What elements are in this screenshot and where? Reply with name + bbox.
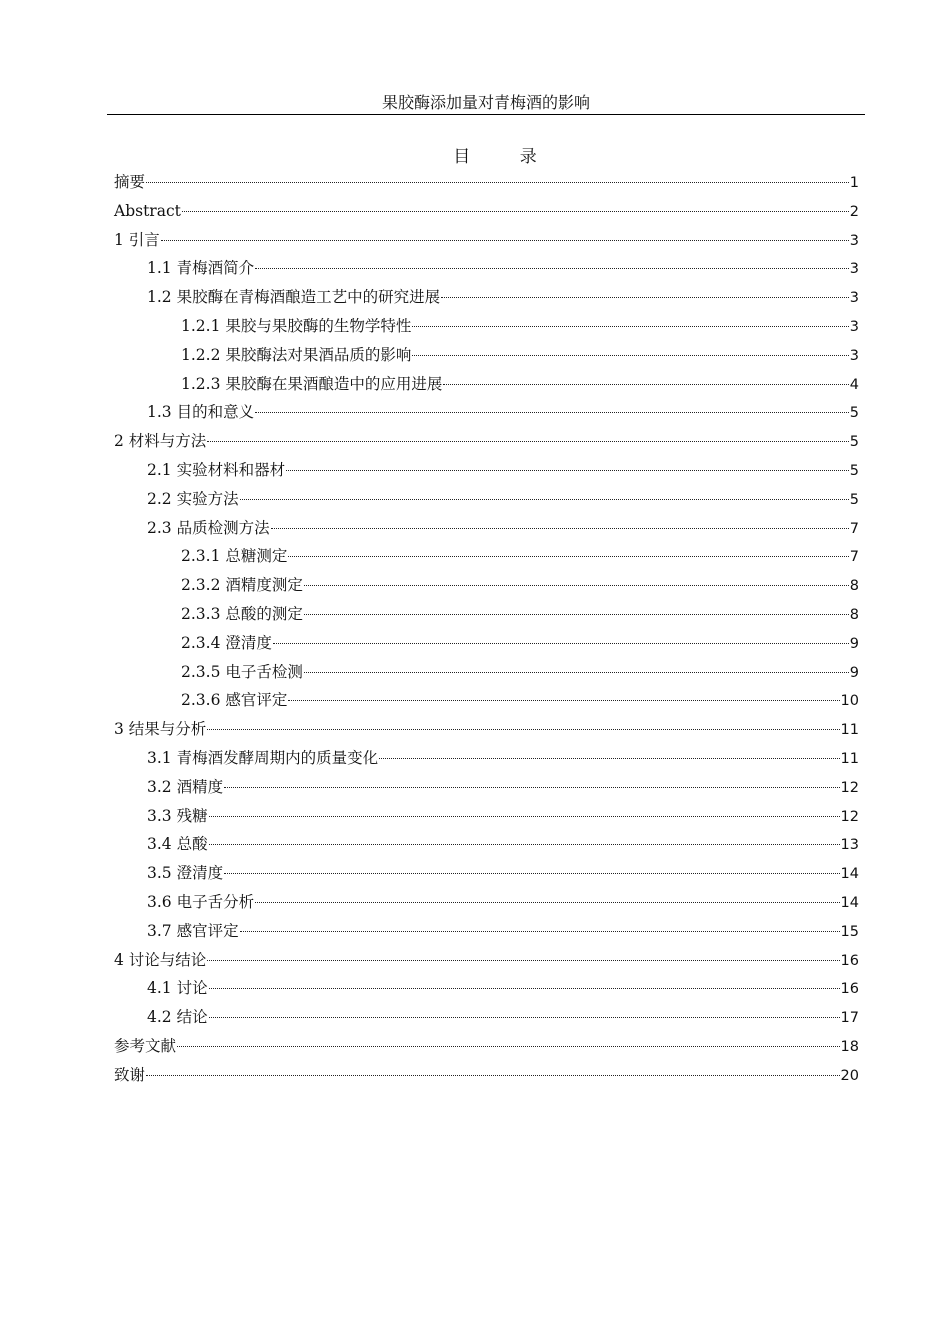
toc-entry-label: 2.3.3 总酸的测定: [181, 604, 303, 623]
dot-leader: [224, 786, 839, 788]
toc-entry-label: 4.2 结论: [147, 1008, 208, 1027]
toc-entry-label: 3.6 电子舌分析: [147, 892, 255, 911]
toc-entry-page-number: 1: [849, 175, 859, 191]
toc-entry-label: 2.2 实验方法: [147, 489, 239, 508]
toc-entry-label: 3.1 青梅酒发酵周期内的质量变化: [147, 748, 379, 767]
dot-leader: [177, 1045, 840, 1047]
dot-leader: [379, 757, 839, 759]
toc-entry[interactable]: [114, 859, 859, 888]
toc-entry-label: 4 讨论与结论: [114, 950, 207, 969]
toc-entry-page-number: 5: [849, 491, 859, 508]
toc-entry-page-number: 12: [840, 808, 859, 825]
toc-entry-page-number: 10: [840, 693, 859, 710]
toc-entry[interactable]: [114, 946, 859, 975]
toc-entry-label: 2.3.2 酒精度测定: [181, 576, 303, 595]
toc-entry-page-number: 3: [849, 290, 859, 307]
dot-leader: [412, 354, 848, 356]
toc-entry-page-number: 16: [840, 952, 859, 969]
toc-entry-page-number: 2: [849, 203, 859, 220]
toc-entry-page-number: 9: [849, 635, 859, 652]
toc-entry-label: 3 结果与分析: [114, 720, 207, 739]
dot-leader: [288, 555, 848, 557]
dot-leader: [182, 210, 849, 212]
toc-entry-page-number: 7: [849, 549, 859, 566]
dot-leader: [146, 1074, 840, 1076]
dot-leader: [207, 440, 848, 442]
dot-leader: [304, 584, 849, 586]
dot-leader: [207, 959, 839, 961]
dot-leader: [255, 267, 849, 269]
toc-entry-page-number: 5: [849, 405, 859, 422]
toc-entry-label: 致谢: [114, 1065, 146, 1084]
toc-entry-label: 2.3.1 总糖测定: [181, 547, 288, 566]
dot-leader: [209, 843, 840, 845]
dot-leader: [255, 411, 849, 413]
dot-leader: [441, 296, 849, 298]
dot-leader: [412, 325, 848, 327]
toc-entry-label: 2.1 实验材料和器材: [147, 460, 286, 479]
dot-leader: [209, 1016, 840, 1018]
toc-entry-page-number: 15: [840, 923, 859, 940]
toc-entry[interactable]: [114, 312, 859, 341]
toc-entry[interactable]: [114, 830, 859, 859]
toc-entry[interactable]: [114, 427, 859, 456]
toc-entry-label: 2.3.4 澄清度: [181, 633, 272, 652]
toc-entry-page-number: 3: [849, 347, 859, 364]
toc-entry[interactable]: [114, 1032, 859, 1061]
toc-entry-label: 4.1 讨论: [147, 979, 208, 998]
toc-entry-label: 3.5 澄清度: [147, 864, 224, 883]
toc-entry-page-number: 3: [849, 232, 859, 249]
toc-entry[interactable]: [114, 398, 859, 427]
dot-leader: [288, 699, 839, 701]
table-of-contents: [114, 168, 859, 1090]
toc-entry-label: 3.4 总酸: [147, 835, 208, 854]
toc-entry-page-number: 12: [840, 779, 859, 796]
dot-leader: [304, 671, 849, 673]
toc-entry[interactable]: [114, 917, 859, 946]
toc-entry[interactable]: [114, 341, 859, 370]
toc-entry-page-number: 11: [840, 750, 859, 767]
dot-leader: [224, 872, 839, 874]
toc-entry-page-number: 5: [849, 434, 859, 451]
toc-entry-label: 2.3 品质检测方法: [147, 518, 270, 537]
toc-entry-label: 2.3.5 电子舌检测: [181, 662, 303, 681]
toc-entry[interactable]: [114, 283, 859, 312]
toc-entry-label: 1.2 果胶酶在青梅酒酿造工艺中的研究进展: [147, 288, 441, 307]
dot-leader: [271, 527, 849, 529]
toc-entry[interactable]: [114, 1003, 859, 1032]
toc-entry-page-number: 8: [849, 606, 859, 623]
toc-entry-page-number: 3: [849, 261, 859, 278]
dot-leader: [255, 901, 839, 903]
toc-entry-page-number: 20: [840, 1067, 859, 1084]
dot-leader: [209, 987, 840, 989]
dot-leader: [146, 181, 849, 183]
toc-entry-label: 参考文献: [114, 1036, 177, 1055]
toc-entry[interactable]: [114, 456, 859, 485]
toc-entry-label: 3.7 感官评定: [147, 921, 239, 940]
dot-leader: [240, 930, 840, 932]
toc-entry-page-number: 4: [849, 376, 859, 393]
dot-leader: [273, 642, 849, 644]
toc-entry-page-number: 14: [840, 894, 859, 911]
toc-entry[interactable]: [114, 974, 859, 1003]
toc-entry[interactable]: [114, 168, 859, 197]
toc-entry-label: 摘要: [114, 173, 146, 191]
dot-leader: [240, 498, 849, 500]
toc-entry-label: 1.2.2 果胶酶法对果酒品质的影响: [181, 345, 412, 364]
toc-entry-label: 1.1 青梅酒简介: [147, 259, 255, 278]
toc-entry[interactable]: [114, 514, 859, 543]
toc-entry-page-number: 3: [849, 318, 859, 335]
toc-entry[interactable]: [114, 542, 859, 571]
toc-entry[interactable]: [114, 485, 859, 514]
toc-entry-label: 1.3 目的和意义: [147, 403, 255, 422]
toc-entry[interactable]: [114, 773, 859, 802]
dot-leader: [161, 239, 849, 241]
toc-entry-label: 2.3.6 感官评定: [181, 691, 288, 710]
toc-entry[interactable]: [114, 571, 859, 600]
toc-entry-page-number: 5: [849, 462, 859, 479]
toc-entry[interactable]: [114, 744, 859, 773]
running-header: 果胶酶添加量对青梅酒的影响: [107, 92, 865, 115]
toc-entry[interactable]: [114, 802, 859, 831]
toc-entry[interactable]: [114, 600, 859, 629]
dot-leader: [304, 613, 849, 615]
toc-entry-label: 2 材料与方法: [114, 432, 207, 451]
toc-entry-label: 1.2.1 果胶与果胶酶的生物学特性: [181, 316, 412, 335]
toc-entry-page-number: 8: [849, 578, 859, 595]
dot-leader: [209, 815, 840, 817]
dot-leader: [207, 728, 839, 730]
dot-leader: [286, 469, 849, 471]
toc-entry[interactable]: [114, 197, 859, 226]
toc-entry-label: 1.2.3 果胶酶在果酒酿造中的应用进展: [181, 374, 443, 393]
toc-entry-label: 1 引言: [114, 230, 160, 249]
toc-entry-page-number: 16: [840, 981, 859, 998]
dot-leader: [443, 383, 848, 385]
toc-entry-label: 3.3 残糖: [147, 806, 208, 825]
toc-entry[interactable]: [114, 686, 859, 715]
toc-entry[interactable]: [114, 658, 859, 687]
toc-entry-page-number: 7: [849, 520, 859, 537]
toc-entry[interactable]: [114, 1061, 859, 1090]
toc-entry[interactable]: [114, 629, 859, 658]
toc-entry-label: Abstract: [114, 201, 181, 220]
toc-entry[interactable]: [114, 254, 859, 283]
toc-entry[interactable]: [114, 226, 859, 255]
toc-entry-page-number: 9: [849, 664, 859, 681]
toc-entry-page-number: 11: [840, 722, 859, 739]
toc-entry-page-number: 14: [840, 866, 859, 883]
toc-entry-page-number: 18: [840, 1038, 859, 1055]
toc-entry[interactable]: [114, 888, 859, 917]
toc-entry-page-number: 17: [840, 1010, 859, 1027]
toc-entry[interactable]: [114, 370, 859, 399]
toc-entry-label: 3.2 酒精度: [147, 777, 224, 796]
toc-title: 目 录: [453, 147, 559, 167]
toc-entry-page-number: 13: [840, 837, 859, 854]
toc-entry[interactable]: [114, 715, 859, 744]
